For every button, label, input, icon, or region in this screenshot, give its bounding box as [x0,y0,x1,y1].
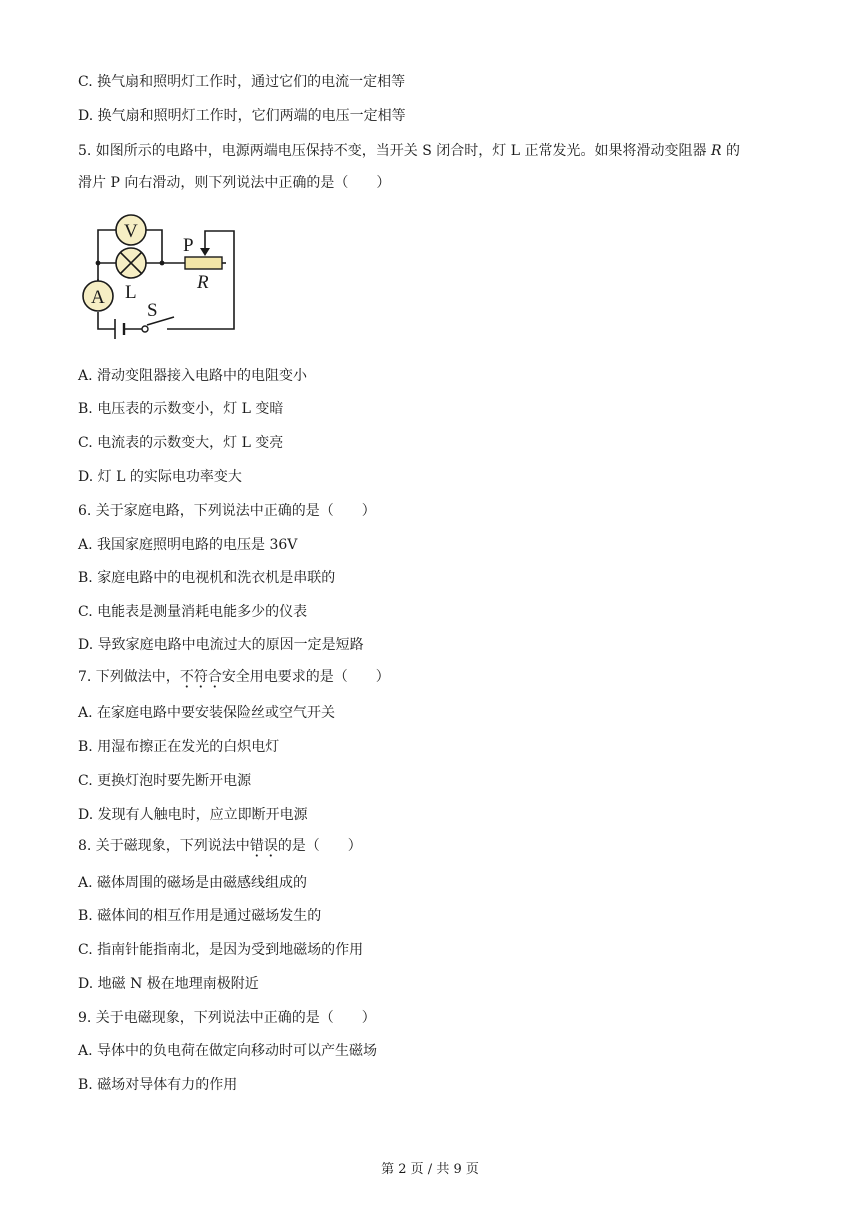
q6-option-c: C. 电能表是测量消耗电能多少的仪表 [78,604,308,620]
circuit-diagram [78,208,243,348]
resistor-label: R [197,272,209,293]
slider-label: P [183,235,194,256]
q7-option-a: A. 在家庭电路中要安装保险丝或空气开关 [78,705,336,721]
junction-dot [96,261,101,266]
question-5-line1 [78,141,740,161]
question-6: 6. 关于家庭电路，下列说法中正确的是（ ） [78,503,376,519]
question-9: 9. 关于电磁现象，下列说法中正确的是（ ） [78,1010,376,1026]
emphasis-char: 符 [193,669,208,685]
q8-option-a: A. 磁体周围的磁场是由磁感线组成的 [78,875,308,891]
question-8 [78,836,362,856]
question-5-line2: 滑片 P 向右滑动，则下列说法中正确的是（ ） [78,175,391,191]
option-c-prev: C. 换气扇和照明灯工作时，通过它们的电流一定相等 [78,74,406,90]
q5-option-d: D. 灯 L 的实际电功率变大 [78,469,242,485]
option-d-prev: D. 换气扇和照明灯工作时，它们两端的电压一定相等 [78,108,406,124]
voltmeter-label: V [124,221,138,242]
q5-option-a: A. 滑动变阻器接入电路中的电阻变小 [78,368,308,384]
switch-label: S [147,300,158,321]
q6-option-a: A. 我国家庭照明电路的电压是 36V [78,537,298,553]
lamp-label: L [125,282,137,303]
resistor-body [185,257,222,269]
q9-option-a: A. 导体中的负电荷在做定向移动时可以产生磁场 [78,1043,378,1059]
q8-option-c: C. 指南针能指南北，是因为受到地磁场的作用 [78,942,364,958]
q5-option-c: C. 电流表的示数变大，灯 L 变亮 [78,435,284,451]
q8-prefix: 8. 关于磁现象，下列说法中 [78,838,250,854]
q9-option-b: B. 磁场对导体有力的作用 [78,1077,238,1093]
q5-text-r: R [710,143,722,159]
ammeter-label: A [91,287,105,308]
q8-option-d: D. 地磁 N 极在地理南极附近 [78,976,259,992]
junction-dot [160,261,165,266]
q5-text-a: 5. 如图所示的电路中，电源两端电压保持不变，当开关 S 闭合时，灯 L 正常发光。如果将滑动变阻器 [78,143,711,159]
q7-suffix: 安全用电要求的是（ ） [221,669,390,685]
q6-option-b: B. 家庭电路中的电视机和洗衣机是串联的 [78,570,336,586]
question-7 [78,667,390,687]
q7-prefix: 7. 下列做法中， [78,669,180,685]
emphasis-char: 不 [179,669,194,685]
emphasis-char: 合 [207,669,222,685]
switch-contact [142,326,148,332]
emphasis-char: 误 [263,838,278,854]
q7-option-d: D. 发现有人触电时，应立即断开电源 [78,807,308,823]
slider-arrow-icon [200,248,210,256]
q7-option-b: B. 用湿布擦正在发光的白炽电灯 [78,739,280,755]
q8-option-b: B. 磁体间的相互作用是通过磁场发生的 [78,908,322,924]
q6-option-d: D. 导致家庭电路中电流过大的原因一定是短路 [78,637,364,653]
q5-text-b: 的 [721,143,740,159]
q7-option-c: C. 更换灯泡时要先断开电源 [78,773,252,789]
q5-option-b: B. 电压表的示数变小，灯 L 变暗 [78,401,284,417]
q8-suffix: 的是（ ） [277,838,362,854]
emphasis-char: 错 [249,838,264,854]
page-footer: 第 2 页 / 共 9 页 [381,1162,479,1177]
